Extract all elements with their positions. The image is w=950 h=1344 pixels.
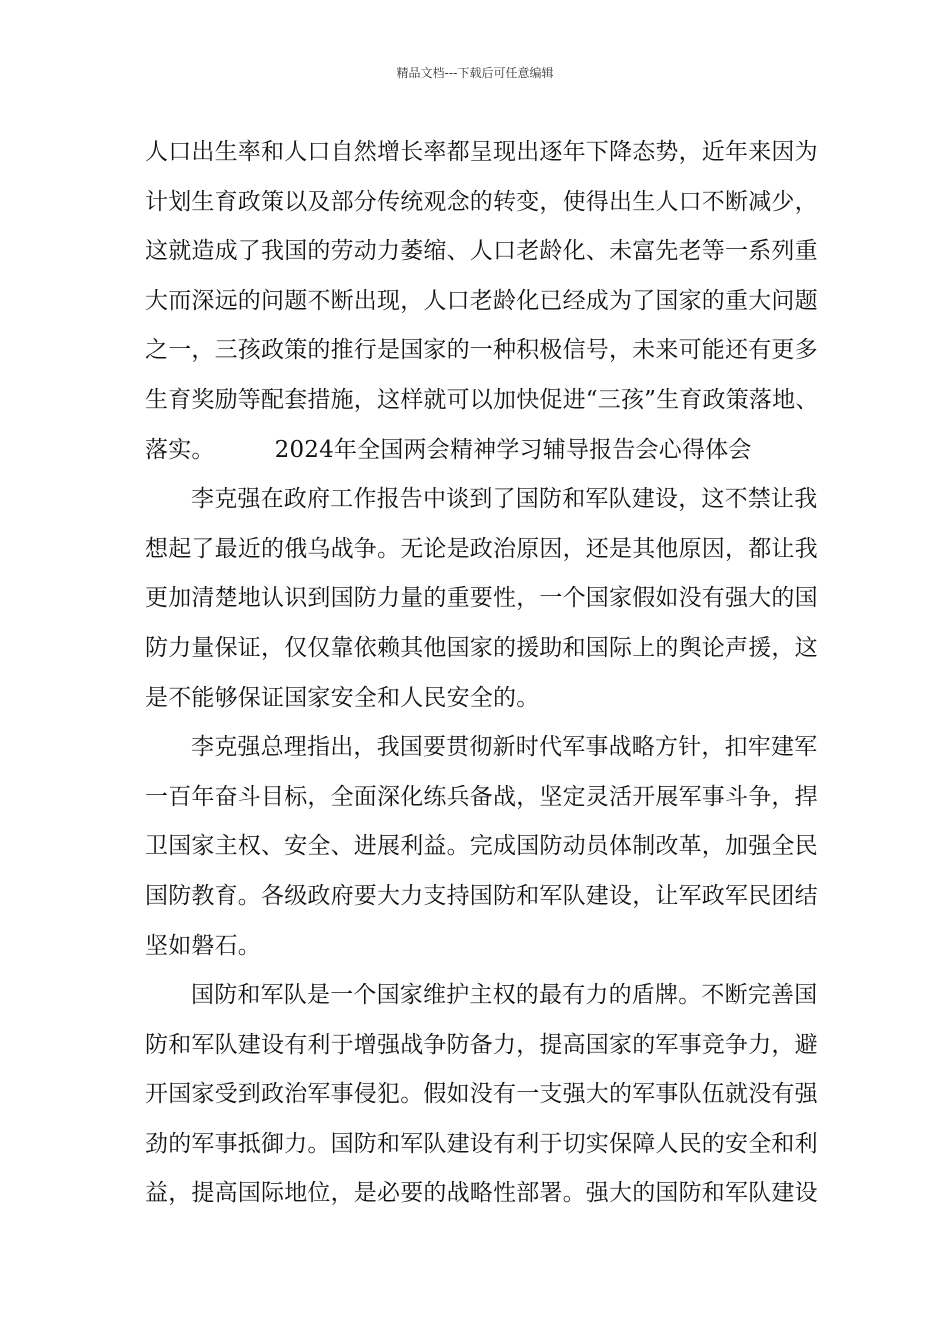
text-line: 防力量保证，仅仅靠依赖其他国家的援助和国际上的舆论声援，这 (145, 634, 818, 661)
paragraph-2 (145, 475, 818, 723)
text-line: 李克强在政府工作报告中谈到了国防和军队建设，这不禁让我 (191, 486, 818, 513)
text-line: 人口出生率和人口自然增长率都呈现出逐年下降态势，近年来因为 (145, 139, 818, 165)
text-line: 生育奖励等配套措施，这样就可以加快促进“三孩”生育政策落地、 (145, 386, 819, 413)
text-line: 大而深远的问题不断出现，人口老龄化已经成为了国家的重大问题 (145, 287, 818, 314)
text-line: 国防教育。各级政府要大力支持国防和军队建设，让军政军民团结 (145, 882, 818, 909)
text-line: 这就造成了我国的劳动力萎缩、人口老龄化、未富先老等一系列重 (145, 238, 818, 265)
text-line: 开国家受到政治军事侵犯。假如没有一支强大的军事队伍就没有强 (145, 1081, 818, 1108)
text-line: 想起了最近的俄乌战争。无论是政治原因，还是其他原因，都让我 (145, 535, 818, 562)
text-line: 劲的军事抵御力。国防和军队建设有利于切实保障人民的安全和利 (145, 1130, 818, 1157)
text-line: 国防和军队是一个国家维护主权的最有力的盾牌。不断完善国 (191, 982, 818, 1009)
text-line: 卫国家主权、安全、进展利益。完成国防动员体制改革，加强全民 (145, 833, 818, 860)
text-line: 防和军队建设有利于增强战争防备力，提高国家的军事竞争力，避 (145, 1031, 818, 1058)
paragraph-3 (145, 723, 818, 971)
text-line: 益，提高国际地位，是必要的战略性部署。强大的国防和军队建设 (145, 1180, 818, 1207)
document-body (145, 128, 819, 1219)
text-line: 坚如磐石。 (145, 932, 261, 959)
text-line: 之一，三孩政策的推行是国家的一种积极信号，未来可能还有更多 (145, 337, 818, 364)
section-title: 2024年全国两会精神学习辅导报告会心得体会 (274, 436, 752, 463)
paragraph-1 (145, 128, 819, 475)
text-line: 李克强总理指出，我国要贯彻新时代军事战略方针，扣牢建军 (191, 734, 818, 761)
text-line (145, 426, 815, 476)
text-line: 更加清楚地认识到国防力量的重要性，一个国家假如没有强大的国 (145, 585, 818, 612)
text-line: 是不能够保证国家安全和人民安全的。 (145, 684, 540, 711)
paragraph-4 (145, 971, 818, 1219)
page-header: 精品文档---下载后可任意编辑 (396, 66, 554, 80)
text-line: 一百年奋斗目标，全面深化练兵备战，坚定灵活开展军事斗争，捍 (145, 783, 818, 810)
text-line: 计划生育政策以及部分传统观念的转变，使得出生人口不断减少， (145, 188, 818, 215)
text-line-end: 落实。 (145, 436, 215, 463)
